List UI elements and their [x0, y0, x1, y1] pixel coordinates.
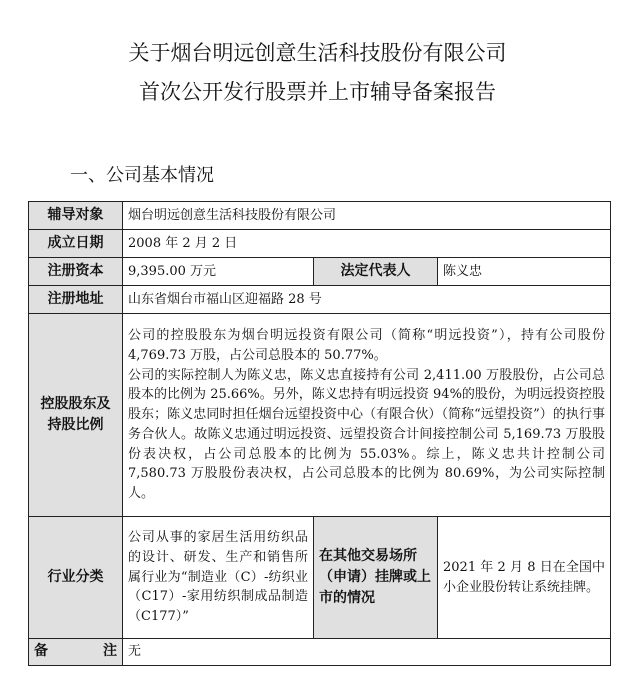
- table-row: [29, 286, 611, 314]
- company-info-table: [28, 201, 611, 666]
- remarks-value: 无: [123, 639, 611, 666]
- remarks-label: 备注: [29, 639, 123, 666]
- table-row: [29, 639, 611, 666]
- section-heading: 一、公司基本情况: [70, 165, 214, 186]
- capital-value: 9,395.00 万元: [123, 258, 314, 286]
- legal-rep-label: 法定代表人: [314, 258, 438, 286]
- controlling-paragraph-1: 公司的控股股东为烟台明远投资有限公司（简称“明远投资”），持有公司股份 4,769.73 万股，占公司总股本的 50.77%。: [128, 328, 606, 364]
- table-row: [29, 202, 611, 230]
- capital-label: 注册资本: [29, 258, 123, 286]
- address-value: 山东省烟台市福山区迎福路 28 号: [123, 286, 611, 314]
- table-row: [29, 230, 611, 258]
- table-row: [29, 517, 611, 639]
- address-label: 注册地址: [29, 286, 123, 314]
- table-row: [29, 258, 611, 286]
- legal-rep-value: 陈义忠: [438, 258, 611, 286]
- listing-value: 2021 年 2 月 8 日在全国中小企业股份转让系统挂牌。: [438, 517, 611, 639]
- founded-label: 成立日期: [29, 230, 123, 258]
- advisee-label: 辅导对象: [29, 202, 123, 230]
- document-title-line-1: 关于烟台明远创意生活科技股份有限公司: [128, 41, 507, 65]
- controlling-paragraph-2: 公司的实际控制人为陈义忠，陈义忠直接持有公司 2,411.00 万股股份，占公司总股本的比例为 25.66%。另外，陈义忠持有明远投资 94%的股份，为明远投资控股股东；陈义忠同时担任烟台远望投资中心（有限合伙）（简称“远望投资”）的执行事务合伙人。故陈义忠通过明远投资、远望投资合计间接控制公司 5,169.73 万股股份表决权，占公司总股本的比例为 55.03%。综上，陈义忠共计控制公司 7,580.73 万股股份表决权，占公司总股本的比例为 80.69%，为公司实际控制人。: [128, 367, 606, 501]
- table-row: [29, 314, 611, 517]
- controlling-value: [123, 314, 611, 517]
- document-title-line-2: 首次公开发行股票并上市辅导备案报告: [139, 80, 496, 104]
- industry-label: 行业分类: [29, 517, 123, 639]
- controlling-label: 控股股东及持股比例: [29, 314, 123, 517]
- founded-value: 2008 年 2 月 2 日: [123, 230, 611, 258]
- advisee-value: 烟台明远创意生活科技股份有限公司: [123, 202, 611, 230]
- listing-label: 在其他交易场所（申请）挂牌或上市的情况: [314, 517, 438, 639]
- industry-value: 公司从事的家居生活用纺织品的设计、研发、生产和销售所属行业为“制造业（C）-纺织业（C17）-家用纺织制成品制造（C177）”: [123, 517, 314, 639]
